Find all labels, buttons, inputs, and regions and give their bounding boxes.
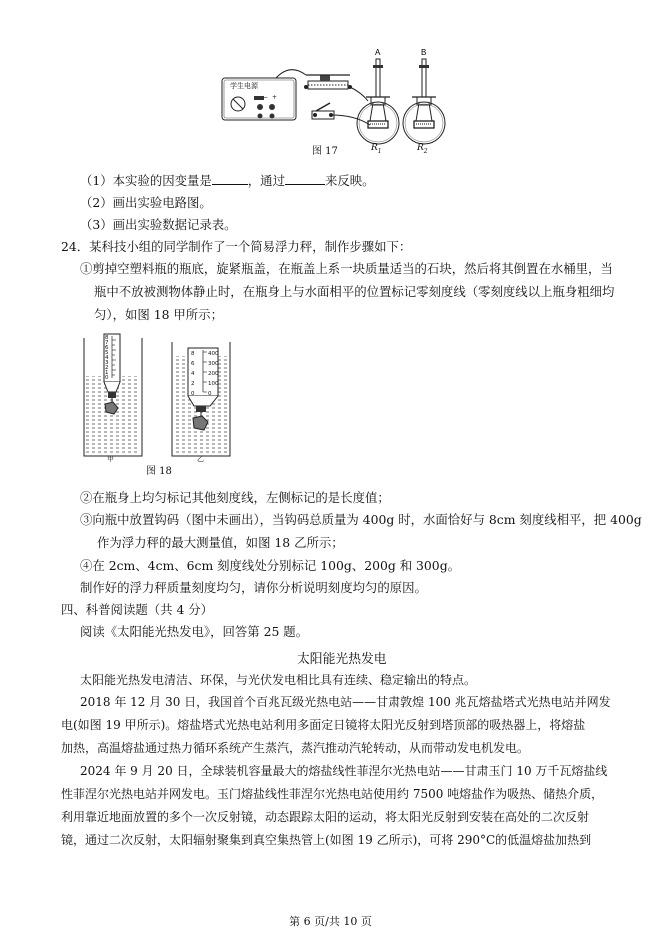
blank-2[interactable]	[285, 172, 325, 185]
bucket-jia	[84, 334, 142, 456]
scale-yi-0g: 0	[208, 391, 212, 397]
scale-yi-2: 2	[191, 381, 195, 387]
figure-17	[220, 45, 450, 160]
scale-yi-100: 100	[208, 381, 219, 387]
q24-step3-line1: ③向瓶中放置钩码（图中未画出），当钩码总质量为 400g 时，水面恰好与 8cm 刻度线相平，把 400g	[80, 512, 642, 527]
scale-yi-0: 0	[191, 391, 195, 397]
scale-jia-3: 3	[105, 360, 109, 366]
r1-label: $R_1$	[371, 143, 382, 155]
q24-step1-line3: 匀），如图 18 甲所示；	[94, 307, 223, 322]
article-p2-line2: 电(如图 19 甲所示)。熔盐塔式光热电站利用多面定日镜将太阳光反射到塔顶部的吸热器上，将熔盐	[61, 718, 586, 732]
article-p3-line1: 2024 年 9 月 20 日，全球装机容量最大的熔盐线性菲涅尔光热电站——甘肃玉门 10 万千瓦熔盐线	[80, 764, 608, 778]
svg-text:−: −	[263, 94, 269, 101]
q24-step2: ②在瓶身上均匀标记其他刻度线，左侧标记的是长度值；	[80, 490, 390, 505]
scale-jia-6: 6	[105, 345, 109, 351]
scale-jia-1: 1	[105, 370, 109, 376]
label-jia: 甲	[107, 455, 114, 463]
q23-item-1: （1）本实验的因变量是 ，通过 来反映。	[80, 173, 375, 188]
q24-step3-line2: 作为浮力秤的最大测量值，如图 18 乙所示；	[97, 535, 344, 550]
scale-jia-5: 5	[105, 350, 109, 356]
page-number: 第 6 页/共 10 页	[289, 915, 372, 928]
svg-text:+: +	[272, 94, 278, 101]
scale-yi-6: 6	[191, 361, 195, 367]
q24-step1-line2: 瓶中不放被测物体静止时，在瓶身上与水面相平的位置标记零刻度线（零刻度线以上瓶身粗细均	[94, 284, 615, 299]
scale-yi-200: 200	[208, 371, 219, 377]
scale-yi-300: 300	[208, 361, 219, 367]
scale-yi-400: 400	[208, 351, 219, 357]
figure-18-caption: 图 18	[146, 466, 172, 477]
r2-label: $R_2$	[417, 143, 428, 155]
scale-jia-8: 8	[105, 335, 109, 341]
q23-item-2: （2）画出实验电路图。	[80, 195, 212, 210]
figure-17-caption: 图 17	[312, 146, 338, 157]
power-supply-label: 学生电源	[230, 82, 258, 90]
article-p2-line1: 2018 年 12 月 30 日，我国首个百兆瓦级光热电站——甘肃敦煌 100 兆瓦熔盐塔式光热电站并网发	[80, 695, 611, 709]
article-p2-line3: 加热，高温熔盐通过热力循环系统产生蒸汽，蒸汽推动汽轮转动，从而带动发电机发电。	[61, 741, 530, 755]
q24-conclusion: 制作好的浮力秤质量刻度均匀，请你分析说明刻度均匀的原因。	[80, 580, 427, 595]
scale-yi-right	[208, 349, 219, 399]
section-4-heading: 四、科普阅读题（共 4 分）	[61, 602, 214, 617]
scale-jia-4: 4	[105, 355, 109, 361]
q24-intro: 24．某科技小组的同学制作了一个简易浮力秤，制作步骤如下：	[61, 239, 412, 254]
flask-b	[403, 48, 445, 144]
tube-b-label: B	[421, 48, 427, 57]
label-yi: 乙	[197, 455, 204, 463]
scale-yi-left	[191, 349, 195, 399]
figure-18	[80, 330, 250, 477]
article-p1: 太阳能光热发电清洁、环保，与光伏发电相比具有连续、稳定输出的特点。	[80, 673, 477, 687]
scale-jia	[105, 336, 109, 381]
blank-1[interactable]	[212, 172, 248, 185]
tube-a-label: A	[375, 48, 381, 57]
scale-jia-2: 2	[105, 365, 109, 371]
article-title: 太阳能光热发电	[297, 652, 387, 667]
scale-yi-4: 4	[191, 371, 195, 377]
scale-yi-8: 8	[191, 351, 195, 357]
article-p3-line2: 性菲涅尔光热电站并网发电。玉门熔盐线性菲涅尔光热电站使用约 7500 吨熔盐作为吸热、储热介质，	[61, 787, 604, 801]
scale-jia-0: 0	[105, 375, 109, 381]
q24-step1-line1: ①剪掉空塑料瓶的瓶底，旋紧瓶盖，在瓶盖上系一块质量适当的石块，然后将其倒置在水桶里，当	[80, 261, 613, 276]
scale-jia-7: 7	[105, 340, 109, 346]
section-4-instruction: 阅读《太阳能光热发电》，回答第 25 题。	[80, 624, 309, 639]
article-p3-line4: 镜，通过二次反射，太阳辐射聚集到真空集热管上(如图 19 乙所示)，可将 290°C的低温熔盐加热到	[61, 833, 592, 847]
q23-item-3: （3）画出实验数据记录表。	[80, 217, 237, 232]
bucket-yi	[172, 342, 230, 456]
q24-step4: ④在 2cm、4cm、6cm 刻度线处分别标记 100g、200g 和 300g。	[80, 558, 461, 573]
article-p3-line3: 利用靠近地面放置的多个一次反射镜，动态跟踪太阳的运动，将太阳光反射到安装在高处的二次反射	[61, 810, 590, 824]
